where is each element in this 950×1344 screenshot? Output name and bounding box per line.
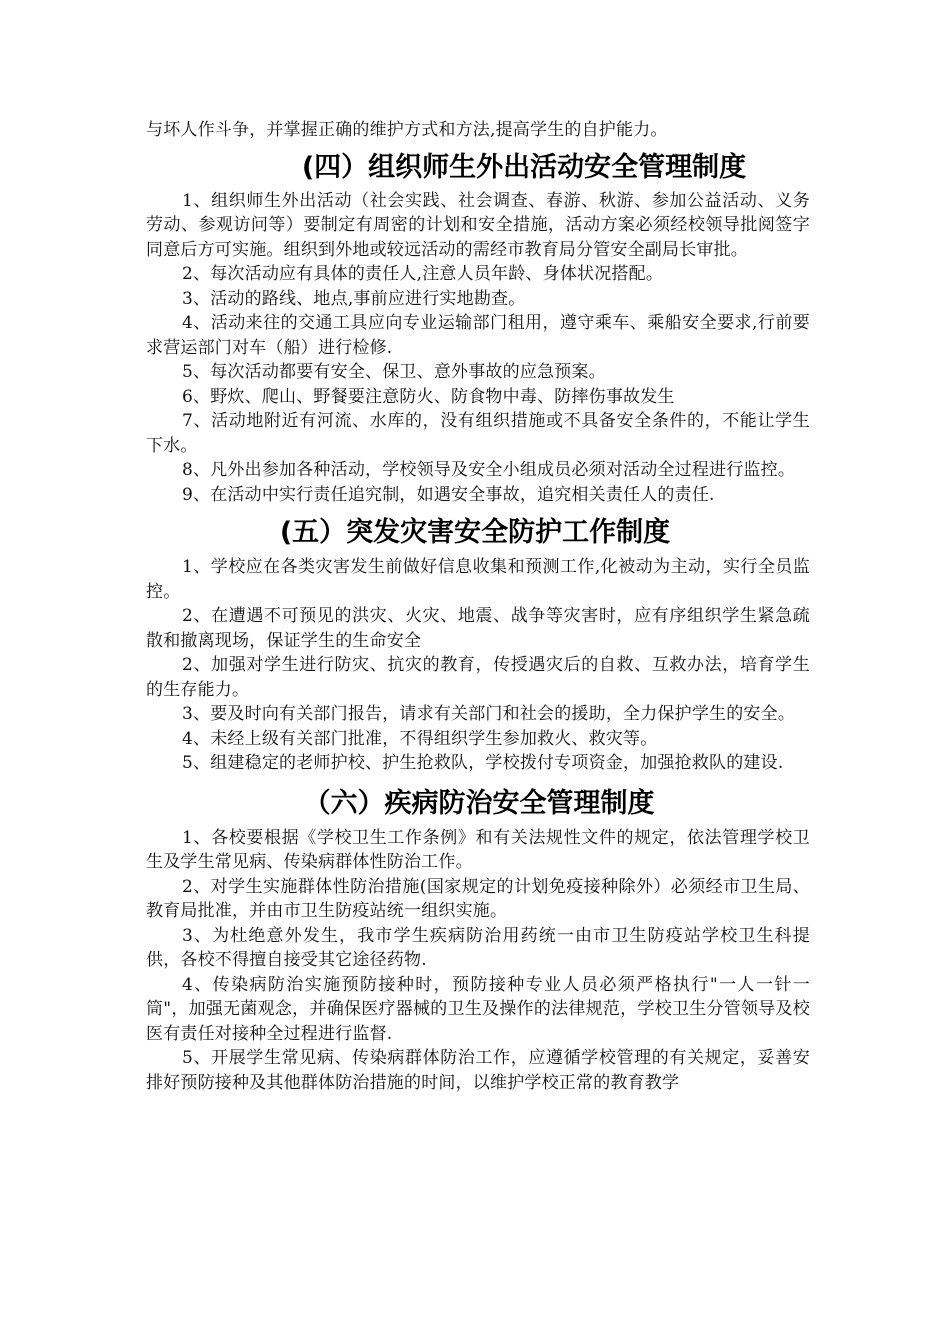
- paragraph: 3、为杜绝意外发生，我市学生疾病防治用药统一由市卫生防疫站学校卫生科提供，各校不得擅自接受其它途径药物.: [146, 925, 810, 970]
- paragraph: 5、开展学生常见病、传染病群体防治工作，应遵循学校管理的有关规定，妥善安排好预防接种及其他群体防治措施的时间，以维护学校正常的教育教学: [146, 1048, 810, 1093]
- section-heading-4: (四）组织师生外出活动安全管理制度: [301, 151, 747, 183]
- paragraph: 4、传染病防治实施预防接种时，预防接种专业人员必须严格执行"一人一针一筒"，加强无菌观念，并确保医疗器械的卫生及操作的法律规范，学校卫生分管领导及校医有责任对接种全过程进行监督.: [146, 974, 810, 1044]
- paragraph: 9、在活动中实行责任追究制，如遇安全事故，追究相关责任人的责任.: [182, 484, 715, 505]
- paragraph: 2、加强对学生进行防灾、抗灾的教育，传授遇灾后的自救、互救办法，培育学生的生存能力。: [146, 655, 810, 700]
- document-page: [0, 118, 950, 1095]
- paragraph: 4、活动来往的交通工具应向专业运输部门租用，遵守乘车、乘船安全要求,行前要求营运部门对车（船）进行检修.: [146, 313, 810, 358]
- paragraph: 1、组织师生外出活动（社会实践、社会调查、春游、秋游、参加公益活动、义务劳动、参观访问等）要制定有周密的计划和安全措施，活动方案必须经校领导批阅签字同意后方可实施。组织到外地或较远活动的需经市教育局分管安全副局长审批。: [146, 190, 810, 260]
- section-heading-5: (五）突发灾害安全防护工作制度: [279, 517, 671, 548]
- paragraph: 3、活动的路线、地点,事前应进行实地勘查。: [182, 288, 526, 309]
- paragraph: 2、在遭遇不可预见的洪灾、火灾、地震、战争等灾害时，应有序组织学生紧急疏散和撤离现场，保证学生的生命安全: [146, 606, 810, 651]
- paragraph: 1、各校要根据《学校卫生工作条例》和有关法规性文件的规定，依法管理学校卫生及学生常见病、传染病群体性防治工作。: [146, 827, 810, 872]
- paragraph: 2、每次活动应有具体的责任人,注意人员年龄、身体状况搭配。: [182, 264, 664, 284]
- paragraph: 7、活动地附近有河流、水库的，没有组织措施或不具备安全条件的，不能让学生下水。: [146, 411, 810, 456]
- paragraph: 8、凡外出参加各种活动，学校领导及安全小组成员必须对活动全过程进行监控。: [182, 460, 796, 480]
- section-6-body: [0, 826, 950, 1096]
- section-5-body: [0, 555, 950, 776]
- paragraph: 2、对学生实施群体性防治措施(国家规定的计划免疫接种除外）必须经市卫生局、教育局批准，并由市卫生防疫站统一组织实施。: [146, 876, 810, 921]
- paragraph: 6、野炊、爬山、野餐要注意防火、防食物中毒、防摔伤事故发生: [182, 386, 675, 407]
- paragraph: 5、组建稳定的老师护校、护生抢救队，学校拨付专项资金，加强抢救队的建设.: [182, 753, 784, 773]
- paragraph: 4、未经上级有关部门批准，不得组织学生参加救火、救灾等。: [182, 728, 658, 749]
- paragraph: 3、要及时向有关部门报告，请求有关部门和社会的援助，全力保护学生的安全。: [182, 704, 796, 724]
- section-4-body: [0, 189, 950, 508]
- paragraph: 1、学校应在各类灾害发生前做好信息收集和预测工作,化被动为主动，实行全员监控。: [146, 557, 810, 602]
- section-heading-6: （六）疾病防治安全管理制度: [303, 787, 655, 819]
- intro-paragraph: 与坏人作斗争，并掌握正确的维护方式和方法,提高学生的自护能力。: [146, 120, 668, 140]
- paragraph: 5、每次活动都要有安全、保卫、意外事故的应急预案。: [182, 362, 606, 382]
